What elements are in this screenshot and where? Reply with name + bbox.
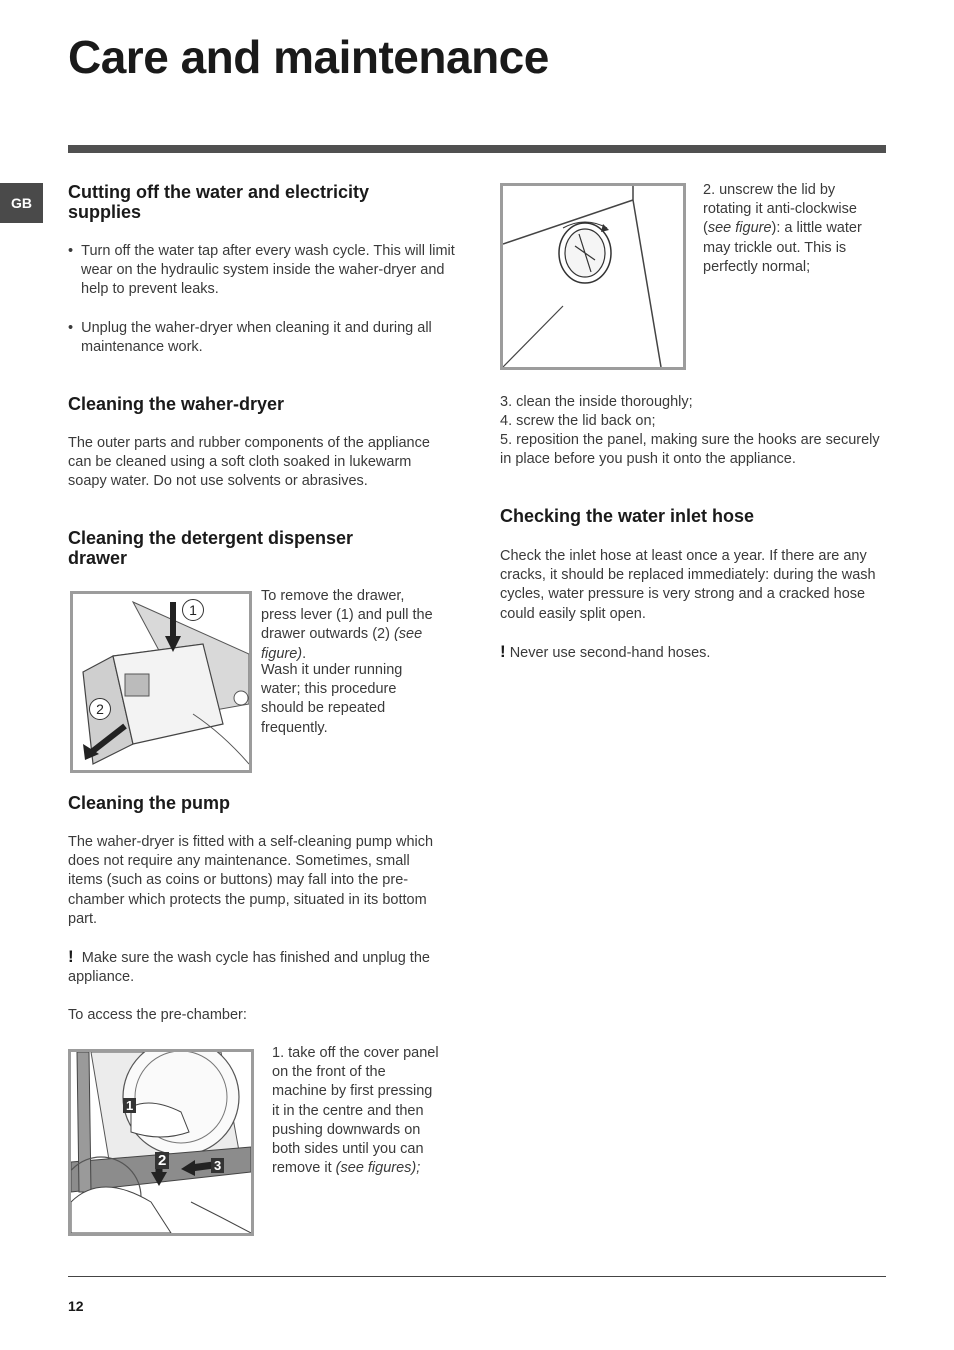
pump-step-1: 1. take off the cover panel on the front of the machine by first pressing it in the centre and then pushing downwards on both sides until you can remove it (see figures);	[272, 1045, 439, 1177]
header-rule	[68, 145, 886, 153]
figure-callout-1: 1	[182, 599, 204, 621]
page-title: Care and maintenance	[68, 31, 549, 83]
dispenser-drawer-figure	[70, 591, 252, 773]
dispenser-wash-text: Wash it under running water; this procedure should be repeated frequently.	[261, 662, 403, 736]
bullet-water-tap: • Turn off the water tap after every wash cycle. This will limit wear on the hydraulic system inside the waher-dryer and help to prevent leaks.	[68, 243, 455, 298]
pump-access-text: To access the pre-chamber:	[68, 1007, 247, 1023]
pump-step-4: 4. screw the lid back on;	[500, 413, 656, 429]
page-number: 12	[68, 1298, 84, 1314]
section-heading-dispenser: Cleaning the detergent dispenser drawer	[68, 528, 354, 568]
pump-step-2: 2. unscrew the lid by rotating it anti-clockwise (see figure): a little water may trickle out. This is perfectly normal;	[703, 182, 862, 275]
language-tab: GB	[0, 183, 43, 223]
inlet-hose-body: Check the inlet hose at least once a year. If there are any cracks, it should be replaced immediately: during the wash cycles, water pressure is very strong and a cracked hose could easily split open.	[500, 548, 876, 622]
warning-icon: !	[500, 642, 506, 661]
pump-step-3: 3. clean the inside thoroughly;	[500, 394, 693, 410]
pump-body: The waher-dryer is fitted with a self-cleaning pump which does not require any maintenance. Sometimes, small items (such as coins or buttons) may fall into the pre-chamber which protects the pump, situated in its bottom part.	[68, 834, 434, 927]
figure-label-1: 1	[123, 1098, 136, 1113]
figure-label-3: 3	[211, 1158, 224, 1173]
inlet-hose-warning: ! Never use second-hand hoses.	[500, 642, 711, 661]
section-heading-supplies: Cutting off the water and electricity supplies	[68, 182, 370, 222]
section-heading-cleaning: Cleaning the waher-dryer	[68, 394, 285, 414]
cover-panel-figure	[68, 1049, 254, 1236]
warning-icon: !	[68, 947, 74, 966]
pump-step-5: 5. reposition the panel, making sure the hooks are securely in place before you push it onto the appliance.	[500, 432, 880, 468]
bullet-unplug: • Unplug the waher-dryer when cleaning it and during all maintenance work.	[68, 320, 432, 356]
section-heading-pump: Cleaning the pump	[68, 793, 230, 813]
section-heading-inlet-hose: Checking the water inlet hose	[500, 506, 755, 526]
figure-callout-2: 2	[89, 698, 111, 720]
dispenser-remove-text: To remove the drawer, press lever (1) and pull the drawer outwards (2) (see figure).	[261, 588, 433, 662]
pump-warning: ! Make sure the wash cycle has finished and unplug the appliance.	[68, 947, 430, 986]
pump-lid-figure	[500, 183, 686, 370]
footer-rule	[68, 1276, 886, 1277]
cleaning-body: The outer parts and rubber components of the appliance can be cleaned using a soft cloth soaked in lukewarm soapy water. Do not use solvents or abrasives.	[68, 435, 430, 490]
figure-label-2: 2	[155, 1152, 169, 1169]
